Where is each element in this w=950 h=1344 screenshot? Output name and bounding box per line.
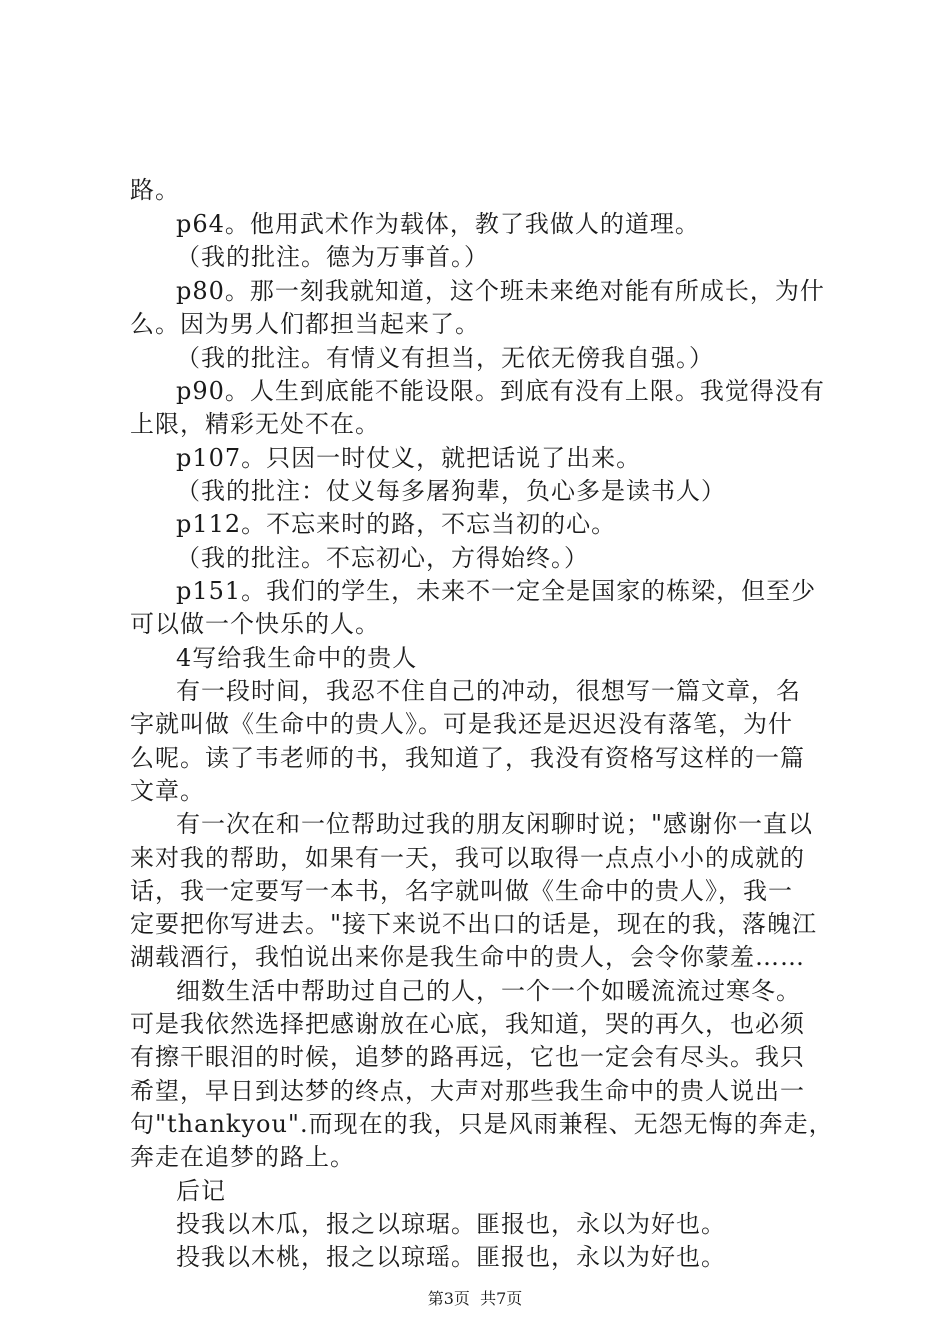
text-line: 有一次在和一位帮助过我的朋友闲聊时说；"感谢你一直以 [176,810,814,838]
text-line: p112。不忘来时的路，不忘当初的心。 [176,510,617,538]
page-footer [0,1288,950,1310]
text-line: （我的批注。有情义有担当，无依无傍我自强。） [176,344,714,372]
text-line: p64。他用武术作为载体，教了我做人的道理。 [176,210,700,238]
text-line: （我的批注：仗义每多屠狗辈，负心多是读书人） [176,477,726,505]
text-line: 文章。 [130,777,205,805]
text-line: 定要把你写进去。"接下来说不出口的话是，现在的我，落魄江 [130,910,818,938]
text-line: 希望，早日到达梦的终点，大声对那些我生命中的贵人说出一 [130,1077,805,1105]
text-line: p151。我们的学生，未来不一定全是国家的栋梁，但至少 [176,577,817,605]
text-line: 投我以木瓜，报之以琼琚。匪报也，永以为好也。 [176,1210,726,1238]
text-line: 投我以木桃，报之以琼瑶。匪报也，永以为好也。 [176,1243,726,1271]
text-line: 有擦干眼泪的时候，追梦的路再远，它也一定会有尽头。我只 [130,1043,805,1071]
text-line: p107。只因一时仗义，就把话说了出来。 [176,444,642,472]
page-number: 第3页 共7页 [427,1289,523,1308]
text-line: 么。因为男人们都担当起来了。 [130,310,480,338]
text-line: 湖载酒行，我怕说出来你是我生命中的贵人，会令你蒙羞…… [130,943,805,971]
text-line: 可是我依然选择把感谢放在心底，我知道，哭的再久，也必须 [130,1010,805,1038]
text-line: p80。那一刻我就知道，这个班未来绝对能有所成长，为什 [176,277,825,305]
text-line: 可以做一个快乐的人。 [130,610,380,638]
text-line: 细数生活中帮助过自己的人，一个一个如暖流流过寒冬。 [176,977,801,1005]
text-line: 有一段时间，我忍不住自己的冲动，很想写一篇文章，名 [176,677,801,705]
text-line: 奔走在追梦的路上。 [130,1143,355,1171]
text-line: 句"thankyou".而现在的我，只是风雨兼程、无怨无悔的奔走， [130,1110,834,1138]
section-heading: 4写给我生命中的贵人 [176,644,418,672]
text-line: 来对我的帮助，如果有一天，我可以取得一点点小小的成就的 [130,844,805,872]
text-line: 话，我一定要写一本书，名字就叫做《生命中的贵人》，我一 [130,877,793,905]
text-line: p90。人生到底能不能设限。到底有没有上限。我觉得没有 [176,377,825,405]
text-line: 么呢。读了韦老师的书，我知道了，我没有资格写这样的一篇 [130,744,805,772]
text-line: 字就叫做《生命中的贵人》。可是我还是迟迟没有落笔，为什 [130,710,793,738]
text-line: 上限，精彩无处不在。 [130,410,380,438]
text-line: 路。 [130,176,180,204]
text-line: （我的批注。德为万事首。） [176,243,489,271]
text-line: （我的批注。不忘初心，方得始终。） [176,544,589,572]
section-heading: 后记 [176,1177,226,1205]
